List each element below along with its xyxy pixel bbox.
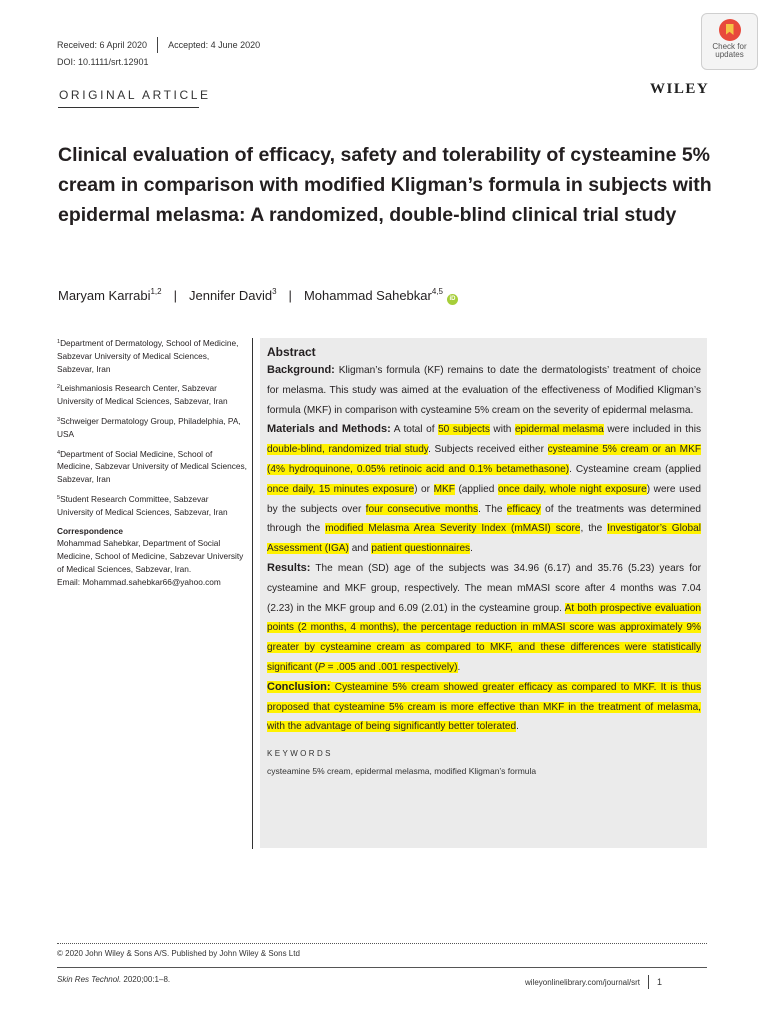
article-type-underline <box>58 107 199 108</box>
orcid-icon[interactable]: iD <box>447 294 458 305</box>
journal-citation <box>57 975 170 984</box>
keywords-heading: KEYWORDS <box>267 749 333 759</box>
affiliation-item: $^5$Student Research Committee, Sabzevar University of Medical Sciences, Sabzevar, Iran <box>57 493 228 517</box>
affiliation-item: $^2$Leishmaniosis Research Center, Sabzevar University of Medical Sciences, Sabzevar, Iran <box>57 383 228 407</box>
article-title: Clinical evaluation of efficacy, safety and tolerability of cysteamine 5% cream in comparison with modified Kligman’s formula in subjects with epidermal melasma: A randomized, double-blind clinical trial study <box>58 144 712 226</box>
column-divider <box>252 338 253 849</box>
abstract-box <box>260 338 707 848</box>
highlighted-text: once daily, 15 minutes exposure <box>267 483 415 495</box>
accepted-date: Accepted: 4 June 2020 <box>168 40 261 50</box>
author-list <box>58 287 458 305</box>
check-updates-line-1: Check for <box>712 42 747 51</box>
abstract-text: . <box>457 661 461 673</box>
journal-website-link[interactable]: wileyonlinelibrary.com/journal/srt <box>525 977 641 987</box>
copyright-notice: © 2020 John Wiley & Sons A/S. Published by John Wiley & Sons Ltd <box>57 949 300 958</box>
highlighted-text: patient questionnaires <box>371 543 471 555</box>
abstract-text: , the <box>580 523 608 535</box>
highlighted-text: efficacy <box>506 503 541 515</box>
abstract-text: . <box>470 543 473 555</box>
page-separator <box>648 975 649 989</box>
correspondence-email[interactable]: Email: Mohammad.sahebkar66@yahoo.com <box>57 576 221 587</box>
abstract-text: . The <box>478 503 507 515</box>
abstract-body <box>267 361 701 737</box>
highlighted-text: Cysteamine 5% cream showed greater efficacy as compared to MKF. It is thus proposed that cysteamine 5% cream is more effective than MKF in the treatment of melasma, with the advantage of being significantly better tolerated <box>267 681 701 733</box>
abstract-text: A total of <box>390 424 439 436</box>
abstract-section <box>267 559 701 678</box>
affiliation-item: $^4$Department of Social Medicine, School of Medicine, Sabzevar University of Medical Sciences, Sabzevar, Iran <box>57 448 247 485</box>
author-name[interactable]: Jennifer David$^3$ <box>188 287 277 303</box>
author-separator: | <box>288 288 292 303</box>
abstract-heading: Abstract <box>267 345 316 359</box>
abstract-text: were included in this <box>603 424 702 436</box>
bookmark-icon <box>719 19 741 41</box>
journal-name: Skin Res Technol. <box>57 975 122 984</box>
abstract-text: ) were used by the subjects over <box>267 483 701 515</box>
footer-rule <box>57 967 707 968</box>
author-separator: | <box>173 288 177 303</box>
article-dates <box>57 37 260 53</box>
date-separator <box>157 37 158 53</box>
keywords-list: cysteamine 5% cream, epidermal melasma, modified Kligman’s formula <box>267 766 537 777</box>
received-date: Received: 6 April 2020 <box>57 40 148 50</box>
abstract-text: and <box>348 543 372 555</box>
highlighted-text: modified Melasma Area Severity Index (mMASI) score <box>325 523 581 535</box>
footer-right <box>525 975 662 989</box>
highlighted-text: MKF <box>433 483 455 495</box>
citation-info: 2020;00:1–8. <box>121 975 171 984</box>
abstract-section <box>267 361 701 420</box>
abstract-text: Kligman’s formula (KF) remains to date the dermatologists’ treatment of choice for melasma. This study was aimed at the evaluation of the effectiveness of Modified Kligman’s formula (MKF) in comparison with cysteamine 5% cream on the severity of epidermal melasma. <box>267 365 701 416</box>
article-type: ORIGINAL ARTICLE <box>59 88 211 102</box>
abstract-text: The mean (SD) age of the subjects was 34.96 (6.17) and 35.76 (5.23) years for cysteamine and MKF group, respectively. The mean mMASI score after 4 months was 7.04 (2.23) in the MKF group and 6.09 (2.01) in the cysteamine group. <box>267 562 701 614</box>
highlighted-text: once daily, whole night exposure <box>497 483 647 495</box>
check-updates-line-2: updates <box>715 50 744 59</box>
abstract-text: with <box>489 424 515 436</box>
check-for-updates-button[interactable] <box>701 13 758 70</box>
correspondence-text: Mohammad Sahebkar, Department of Social Medicine, School of Medicine, Sabzevar University of Medical Sciences, Sabzevar, Iran. <box>57 538 244 574</box>
abstract-text: . <box>516 721 519 733</box>
abstract-section <box>267 678 701 737</box>
abstract-section-label: Conclusion: <box>267 680 331 693</box>
abstract-text: of the treatments was determined through the <box>267 503 702 535</box>
author-name[interactable]: Maryam Karrabi$^{1,2}$ <box>58 287 162 303</box>
highlighted-text: 50 subjects <box>438 424 490 436</box>
highlighted-text: four consecutive months <box>365 503 479 515</box>
abstract-section <box>267 420 701 559</box>
abstract-text: (applied <box>454 483 498 495</box>
abstract-text: . Cysteamine cream (applied <box>569 463 702 475</box>
abstract-section-label: Materials and Methods: <box>267 423 391 436</box>
correspondence-heading: Correspondence <box>57 525 123 536</box>
highlighted-text: P <box>318 661 325 673</box>
highlighted-text: epidermal melasma <box>514 424 604 436</box>
doi[interactable]: DOI: 10.1111/srt.12901 <box>57 57 149 67</box>
abstract-text: . Subjects received either <box>428 444 548 456</box>
author-name[interactable]: Mohammad Sahebkar$^{4,5}$ <box>303 287 443 303</box>
highlighted-text: double-blind, randomized trial study <box>267 444 429 456</box>
page-number: 1 <box>657 977 663 987</box>
footer-dotted-rule <box>57 943 707 944</box>
highlighted-text: Investigator’s Global Assessment (IGA) <box>267 523 701 555</box>
affiliation-item: $^1$Department of Dermatology, School of Medicine, Sabzevar University of Medical Sciences, Sabzevar, Iran <box>57 338 239 374</box>
affiliations <box>57 336 247 589</box>
affiliation-item: $^3$Schweiger Dermatology Group, Philadelphia, PA, USA <box>57 415 241 439</box>
publisher-logo: WILEY <box>650 81 710 97</box>
highlighted-text: At both prospective evaluation points (2 months, 4 months), the percentage reduction in mMASI score was approximately 9% greater by cysteamine cream as compared to MKF, and these differences were statistically significant ( <box>267 602 701 673</box>
highlighted-text: = .005 and .001 respectively) <box>324 661 458 673</box>
highlighted-text: cysteamine 5% cream or an MKF (4% hydroquinone, 0.05% retinoic acid and 0.1% betamethasone) <box>267 444 701 475</box>
abstract-text: ) or <box>414 483 434 495</box>
abstract-section-label: Results: <box>267 561 311 574</box>
abstract-section-label: Background: <box>267 364 335 376</box>
